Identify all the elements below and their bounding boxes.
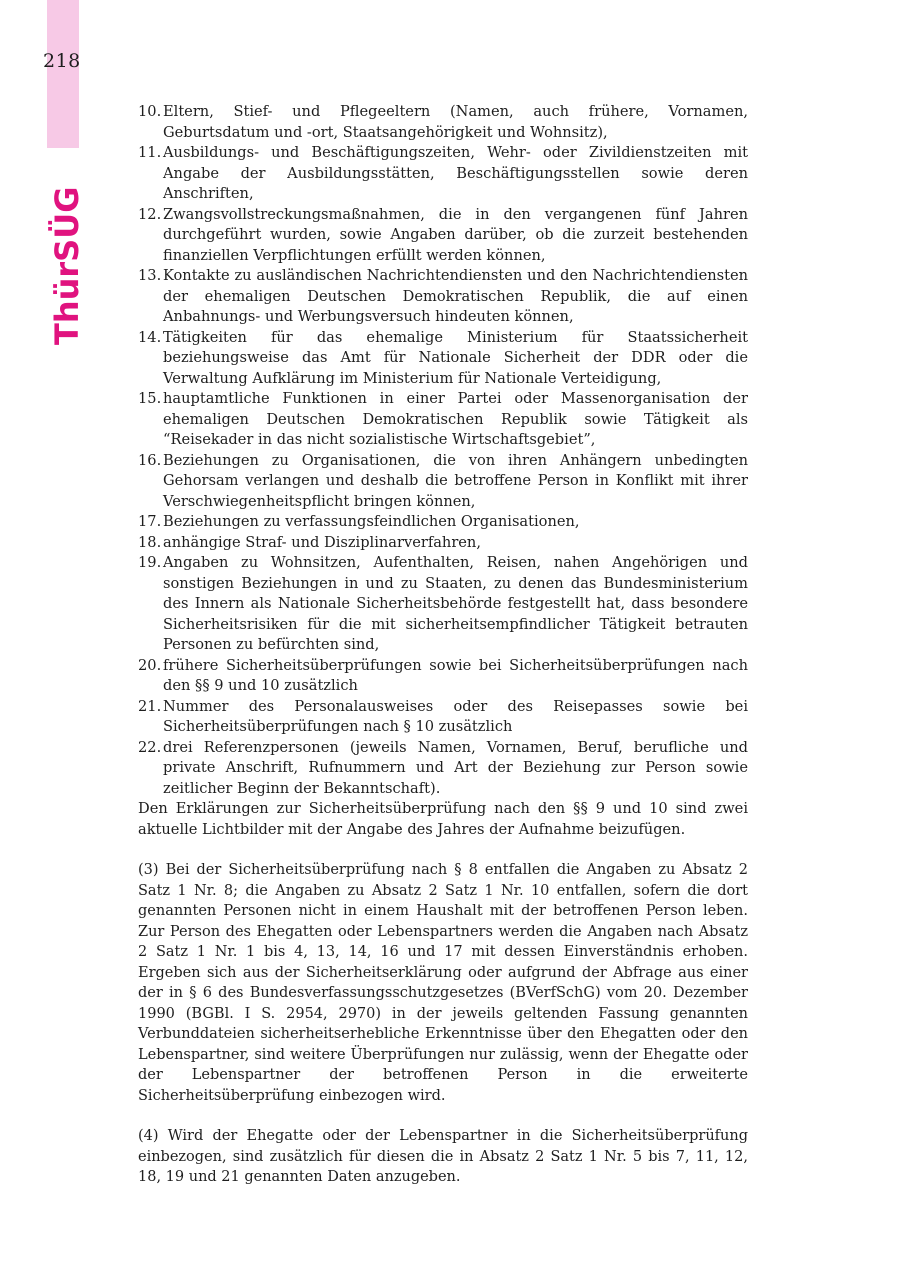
- list-item-number: 20.: [138, 656, 162, 674]
- list-item-text: Angaben zu Wohnsitzen, Aufenthalten, Reisen, nahen Angehörigen und sonstigen Beziehungen in und zu Staaten, zu denen das Bundesministerium des Innern als Nationale Sicherheitsbehörde festgestellt hat, dass besondere Sicherheitsrisiken für die mit sicherheitsempfindlicher Tätigkeit betrauten Personen zu befürchten sind,: [163, 554, 748, 653]
- list-item-number: 21.: [138, 697, 162, 715]
- list-item: [138, 451, 748, 513]
- list-item: [138, 697, 748, 738]
- document-body: [138, 102, 748, 1188]
- list-item: [138, 512, 748, 533]
- list-item-text: drei Referenzpersonen (jeweils Namen, Vornamen, Beruf, berufliche und private Anschrift, Rufnummern und Art der Beziehung zur Person sowie zeitlicher Beginn der Bekanntschaft).: [163, 738, 748, 797]
- list-item-number: 14.: [138, 328, 162, 346]
- side-tab-bar: [47, 0, 79, 148]
- list-item-number: 12.: [138, 205, 162, 223]
- list-item-text: Beziehungen zu verfassungsfeindlichen Organisationen,: [163, 513, 580, 530]
- list-item-text: frühere Sicherheitsüberprüfungen sowie bei Sicherheitsüberprüfungen nach den §§ 9 und 10 zusätzlich: [163, 656, 748, 694]
- list-item-text: Beziehungen zu Organisationen, die von ihren Anhängern unbedingten Gehorsam verlangen und deshalb die betroffene Person in Konflikt mit ihrer Verschwiegenheitspflicht bringen können,: [163, 451, 748, 510]
- list-item: [138, 533, 748, 554]
- list-item: [138, 328, 748, 390]
- list-item: [138, 143, 748, 205]
- list-item-number: 10.: [138, 103, 162, 120]
- numbered-list: [138, 102, 748, 799]
- list-item-number: 22.: [138, 738, 162, 756]
- list-item: [138, 205, 748, 267]
- list-item: [138, 102, 748, 143]
- list-item-text: hauptamtliche Funktionen in einer Partei oder Massenorganisation der ehemaligen Deutschen Demokratischen Republik sowie Tätigkeit als “Reisekader in das nicht sozialistische Wirtschaftsgebiet”,: [163, 390, 748, 448]
- list-item-number: 11.: [138, 144, 162, 161]
- list-item: [138, 266, 748, 328]
- page-number: 218: [43, 50, 81, 72]
- list-item-text: Eltern, Stief- und Pflegeeltern (Namen, auch frühere, Vornamen, Geburtsdatum und -ort, Staatsangehörigkeit und Wohnsitz),: [163, 103, 748, 141]
- list-item: [138, 553, 748, 656]
- list-item-number: 19.: [138, 554, 162, 571]
- list-item-text: Kontakte zu ausländischen Nachrichtendiensten und den Nachrichtendiensten der ehemaligen Deutschen Demokratischen Republik, die auf einen Anbahnungs- und Werbungsversuch hindeuten können,: [163, 267, 748, 325]
- closing-paragraph: Den Erklärungen zur Sicherheitsüberprüfung nach den §§ 9 und 10 sind zwei aktuelle Lichtbilder mit der Angabe des Jahres der Aufnahme beizufügen.: [138, 800, 748, 838]
- list-item-number: 15.: [138, 390, 162, 407]
- list-item-text: Nummer des Personalausweises oder des Reisepasses sowie bei Sicherheitsüberprüfungen nach § 10 zusätzlich: [163, 697, 748, 735]
- list-item-text: Tätigkeiten für das ehemalige Ministerium für Staatssicherheit beziehungsweise das Amt für Nationale Sicherheit der DDR oder die Verwaltung Aufklärung im Ministerium für Nationale Verteidigung,: [163, 328, 748, 387]
- list-item-number: 17.: [138, 513, 162, 530]
- list-item: [138, 738, 748, 800]
- list-item-number: 16.: [138, 451, 162, 469]
- list-item-number: 13.: [138, 267, 162, 284]
- list-item: [138, 656, 748, 697]
- side-title: ThürSÜG: [48, 186, 86, 345]
- list-item: [138, 389, 748, 451]
- list-item-text: Zwangsvollstreckungsmaßnahmen, die in den vergangenen fünf Jahren durchgeführt wurden, sowie Angaben darüber, ob die zurzeit bestehenden finanziellen Verpflichtungen erfüllt werden können,: [163, 205, 748, 264]
- list-item-text: anhängige Straf- und Disziplinarverfahren,: [163, 533, 481, 551]
- paragraph-3: (3) Bei der Sicherheitsüberprüfung nach § 8 entfallen die Angaben zu Absatz 2 Satz 1 Nr. 8; die Angaben zu Absatz 2 Satz 1 Nr. 10 entfallen, sofern die dort genannten Personen nicht in einem Haushalt mit der betroffenen Person leben. Zur Person des Ehegatten oder Lebenspartners werden die Angaben nach Absatz 2 Satz 1 Nr. 1 bis 4, 13, 14, 16 und 17 mit dessen Einverständnis erhoben. Ergeben sich aus der Sicherheitserklärung oder aufgrund der Abfrage aus einer der in § 6 des Bundesverfassungsschutzgesetzes (BVerfSchG) vom 20. Dezember 1990 (BGBl. I S. 2954, 2970) in der jeweils geltenden Fassung genannten Verbunddateien sicherheitserhebliche Erkenntnisse über den Ehegatten oder den Lebenspartner, sind weitere Überprüfungen nur zulässig, wenn der Ehegatte oder der Lebenspartner der betroffenen Person in die erweiterte Sicherheitsüberprüfung einbezogen wird.: [138, 862, 748, 1104]
- list-item-number: 18.: [138, 533, 162, 551]
- list-item-text: Ausbildungs- und Beschäftigungszeiten, Wehr- oder Zivildienstzeiten mit Angabe der Ausbildungsstätten, Beschäftigungsstellen sowie deren Anschriften,: [163, 144, 748, 202]
- paragraph-4: (4) Wird der Ehegatte oder der Lebenspartner in die Sicherheitsüberprüfung einbezogen, sind zusätzlich für diesen die in Absatz 2 Satz 1 Nr. 5 bis 7, 11, 12, 18, 19 und 21 genannten Daten anzugeben.: [138, 1128, 748, 1185]
